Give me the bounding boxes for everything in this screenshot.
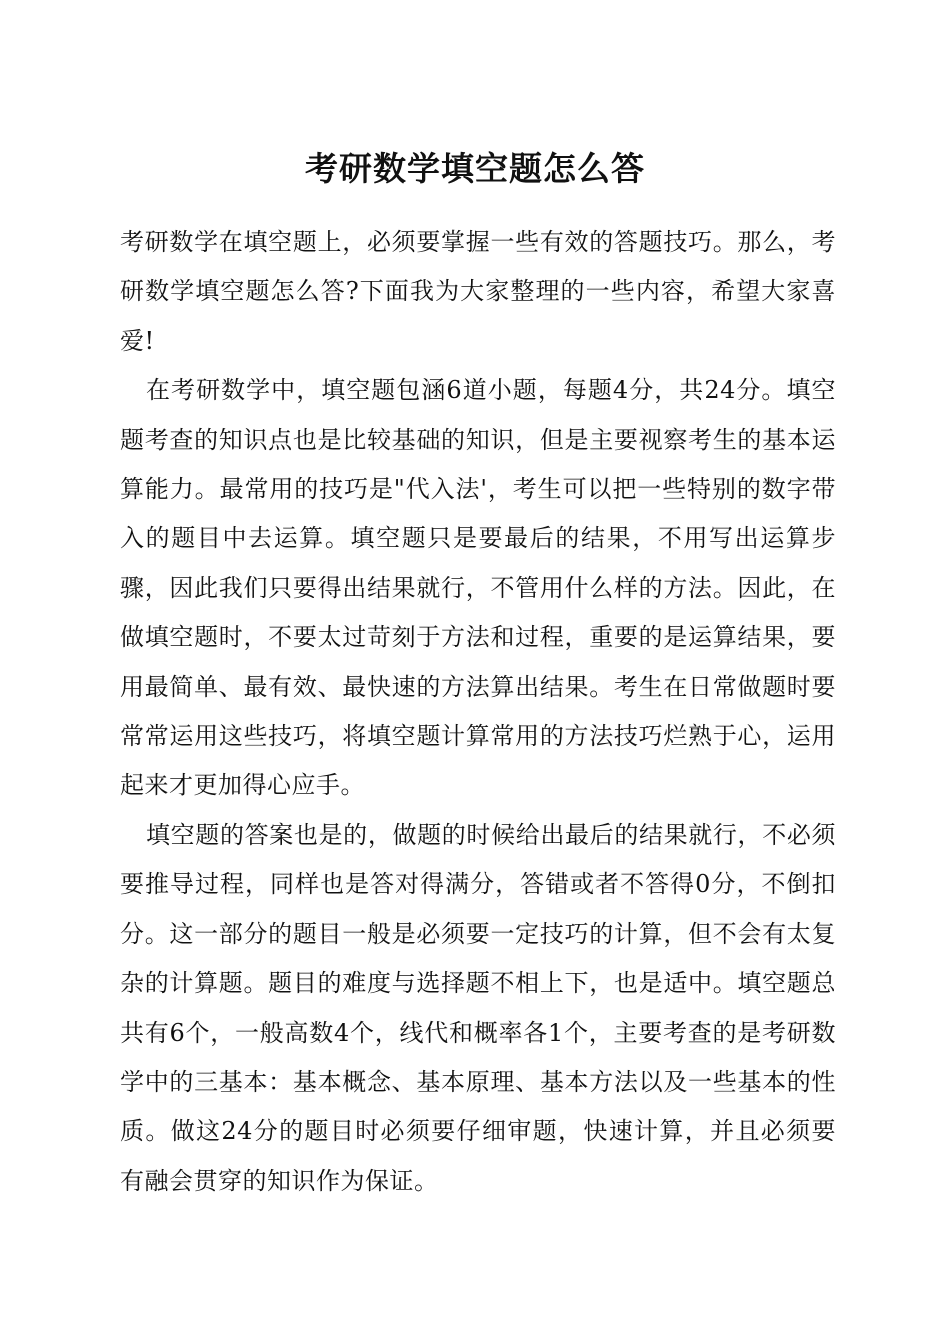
paragraph-answers: 填空题的答案也是的，做题的时候给出最后的结果就行，不必须要推导过程，同样也是答对得满分，答错或者不答得0分，不倒扣分。这一部分的题目一般是必须要一定技巧的计算，但不会有太复杂的计算题。题目的难度与选择题不相上下，也是适中。填空题总共有6个，一般高数4个，线代和概率各1个，主要考查的是考研数学中的三基本：基本概念、基本原理、基本方法以及一些基本的性质。做这24分的题目时必须要仔细审题，快速计算，并且必须要有融会贯穿的知识作为保证。 bbox=[120, 820, 836, 1195]
paragraph-technique: 在考研数学中，填空题包涵6道小题，每题4分，共24分。填空题考查的知识点也是比较基础的知识，但是主要视察考生的基本运算能力。最常用的技巧是"代入法'，考生可以把一些特别的数字带入的题目中去运算。填空题只是要最后的结果，不用写出运算步骤，因此我们只要得出结果就行，不管用什么样的方法。因此，在做填空题时，不要太过苛刻于方法和过程，重要的是运算结果，要用最简单、最有效、最快速的方法算出结果。考生在日常做题时要常常运用这些技巧，将填空题计算常用的方法技巧烂熟于心，运用起来才更加得心应手。 bbox=[120, 376, 836, 800]
document-body bbox=[120, 218, 836, 1206]
document-title: 考研数学填空题怎么答 bbox=[305, 149, 645, 188]
paragraph-intro: 考研数学在填空题上，必须要掌握一些有效的答题技巧。那么，考研数学填空题怎么答?下面我为大家整理的一些内容，希望大家喜爱! bbox=[120, 228, 836, 355]
